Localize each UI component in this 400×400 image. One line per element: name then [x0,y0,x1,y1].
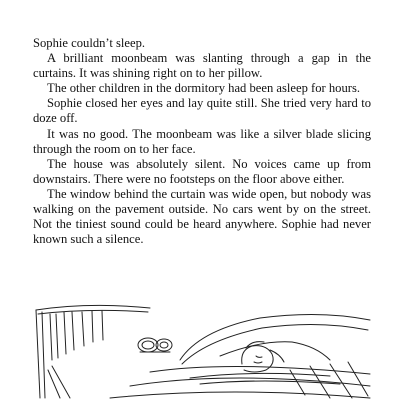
alarm-clock-icon [138,338,172,352]
paragraph: Sophie closed her eyes and lay quite still. She tried very hard to doze off. [33,96,371,126]
story-text [33,36,371,247]
paragraph: The house was absolutely silent. No voices came up from downstairs. There were no footsteps on the floor above either. [33,156,371,186]
window-frame [36,305,150,398]
paragraph: The window behind the curtain was wide open, but nobody was walking on the pavement outside. No cars went by on the street. Not the tiniest sound could be heard anywhere. Sophie had never known such a silence. [33,186,371,247]
paragraph: It was no good. The moonbeam was like a silver blade slicing through the room on to her face. [33,126,371,156]
bed [110,314,370,398]
paragraph: Sophie couldn’t sleep. [33,36,146,50]
paragraph: The other children in the dormitory had been asleep for hours. [47,81,360,96]
paragraph: A brilliant moonbeam was slanting through a gap in the curtains. It was shining right on to her pillow. [33,51,371,81]
girl-in-bed-illustration [30,300,375,400]
